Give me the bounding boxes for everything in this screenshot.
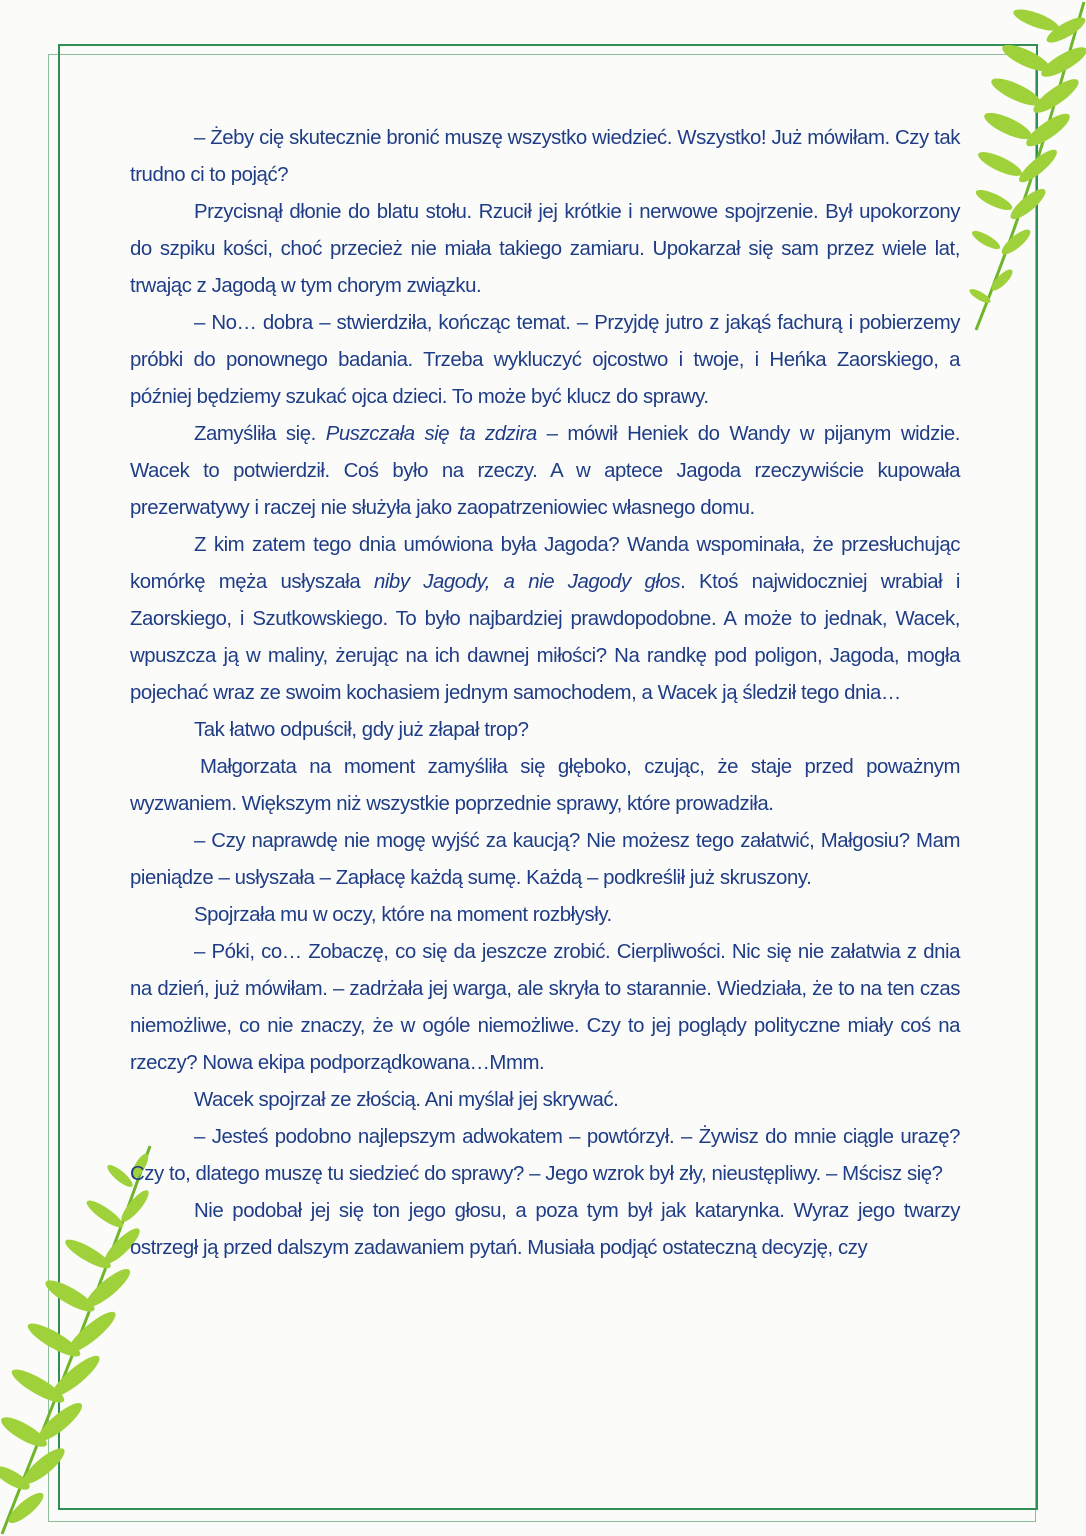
paragraph [130,416,960,527]
text-span: . Ktoś najwidoczniej wrabiał i Zaorskiego, i Szutkowskiego. To było najbardziej prawdopodobne. A może to jednak, Wacek, wpuszcza ją w maliny, żerując na ich dawnej miłości? Na randkę pod poligon, Jagoda, mogła pojechać wraz ze swoim kochasiem jednym samochodem, a Wacek ją śledził tego dnia… [130,571,960,704]
paragraph [130,194,960,305]
document-body [130,120,960,1267]
paragraph [130,1119,960,1193]
text-span: – Jesteś podobno najlepszym adwokatem – powtórzył. – Żywisz do mnie ciągle urazę? Czy to, dlatego muszę tu siedzieć do sprawy? – Jego wzrok był zły, nieustępliwy. – Mścisz się? [130,1126,960,1185]
text-span: Przycisnął dłonie do blatu stołu. Rzucił jej krótkie i nerwowe spojrzenie. Był upokorzony do szpiku kości, choć przecież nie miała takiego zamiaru. Upokarzał się sam przez wiele lat, trwając z Jagodą w tym chorym związku. [130,201,960,297]
text-span: Zamyśliła się. [194,423,326,445]
paragraph [130,527,960,712]
paragraph [130,897,960,934]
text-span: – Czy naprawdę nie mogę wyjść za kaucją? Nie możesz tego załatwić, Małgosiu? Mam pieniądze – usłyszała – Zapłacę każdą sumę. Każdą – podkreślił już skruszony. [130,830,960,889]
paragraph [130,823,960,897]
italic-quote: niby Jagody, a nie Jagody głos [373,571,681,593]
text-span: Nie podobał jej się ton jego głosu, a poza tym był jak katarynka. Wyraz jego twarzy ostrzegł ją przed dalszym zadawaniem pytań. Musiała podjąć ostateczną decyzję, czy [130,1200,960,1259]
text-span: – Żeby cię skutecznie bronić muszę wszystko wiedzieć. Wszystko! Już mówiłam. Czy tak trudno ci to pojąć? [130,127,960,186]
text-span: – mówił Heniek do Wandy w pijanym widzie. Wacek to potwierdził. Coś było na rzeczy. A w aptece Jagoda rzeczywiście kupowała prezerwatywy i raczej nie służyła jako zaopatrzeniowiec własnego domu. [130,423,961,519]
text-span: Tak łatwo odpuścił, gdy już złapał trop? [194,719,529,741]
paragraph [130,1193,960,1267]
italic-quote: Puszczała się ta zdzira [325,423,537,445]
paragraph [130,1082,960,1119]
text-span: Małgorzata na moment zamyśliła się głęboko, czując, że staje przed poważnym wyzwaniem. Większym niż wszystkie poprzednie sprawy, które prowadziła. [130,756,960,815]
paragraph [130,120,960,194]
paragraph [130,749,960,823]
text-span: Wacek spojrzał ze złością. Ani myślał jej skrywać. [194,1089,619,1111]
paragraph [130,305,960,416]
fern-leaf-top-right-icon [966,0,1086,340]
text-span: Spojrzała mu w oczy, które na moment rozbłysły. [194,904,612,926]
paragraph [130,934,960,1082]
text-span: – Póki, co… Zobaczę, co się da jeszcze zrobić. Cierpliwości. Nic się nie załatwia z dnia na dzień, już mówiłam. – zadrżała jej warga, ale skryła to starannie. Wiedziała, że to na ten czas niemożliwe, co nie znaczy, że w ogóle niemożliwe. Czy to jej poglądy polityczne miały coś na rzeczy? Nowa ekipa podporządkowana…Mmm. [130,941,960,1074]
paragraph [130,712,960,749]
text-span: – No… dobra – stwierdziła, kończąc temat. – Przyjdę jutro z jakąś fachurą i pobierzemy próbki do ponownego badania. Trzeba wykluczyć ojcostwo i twoje, i Heńka Zaorskiego, a później będziemy szukać ojca dzieci. To może być klucz do sprawy. [130,312,960,408]
text-span: Z kim zatem tego dnia umówiona była Jagoda? Wanda wspominała, że przesłuchując komórkę męża usłyszała [130,534,960,593]
